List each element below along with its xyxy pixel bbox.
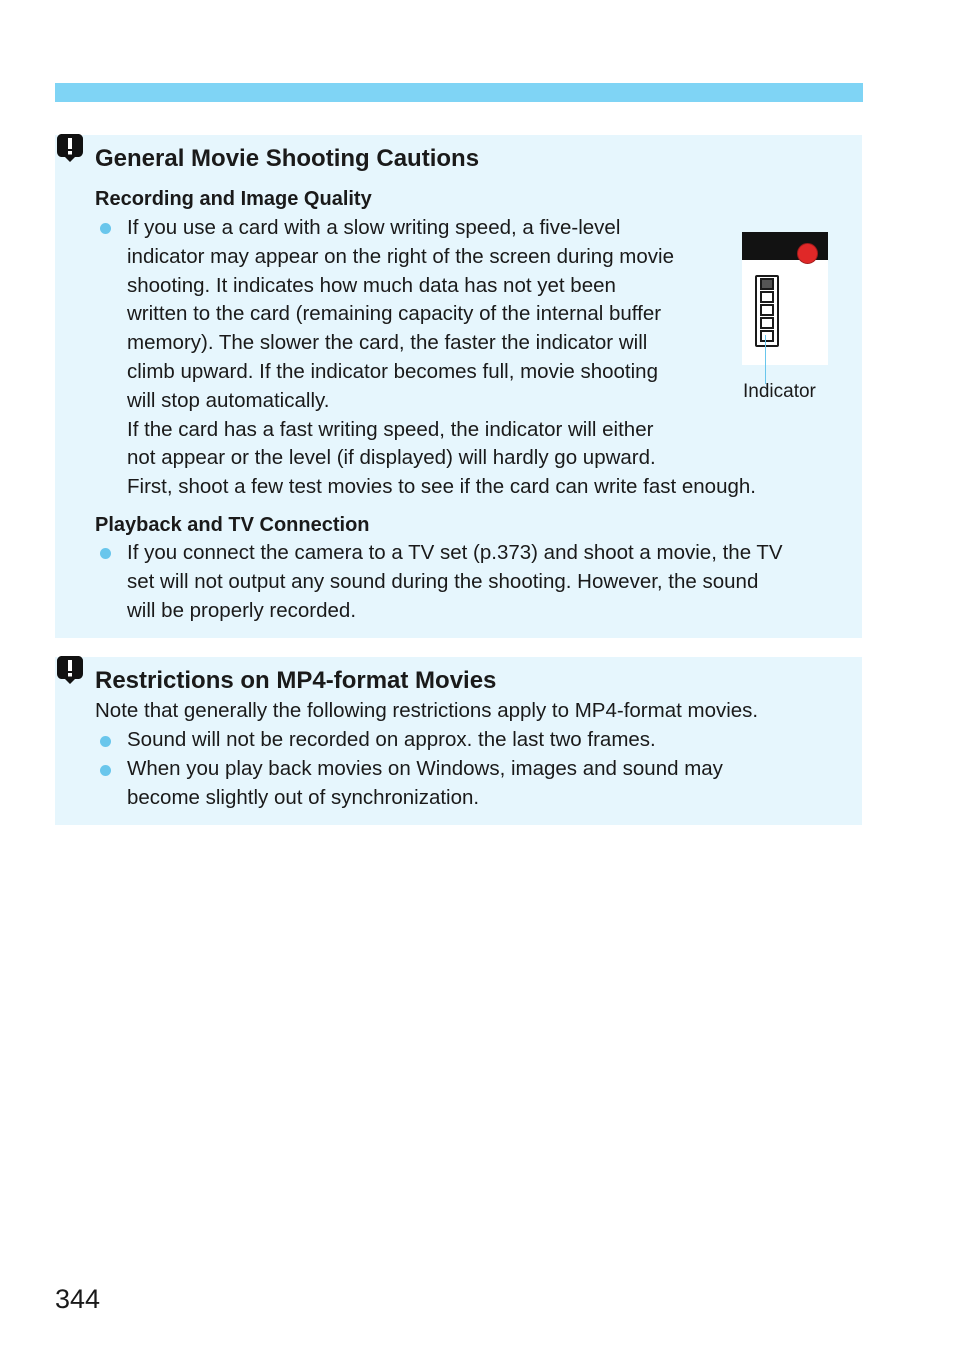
indicator-level [760,317,774,329]
caution-panel-general [55,135,862,638]
subsection-title: Recording and Image Quality [95,188,372,210]
text-line: indicator may appear on the right of the screen during movie [127,244,674,268]
text-line: become slightly out of synchronization. [127,785,480,809]
text-line: climb upward. If the indicator becomes full, movie shooting [127,359,658,383]
indicator-level [760,291,774,303]
bullet-icon [100,765,111,776]
text-line: will be properly recorded. [127,598,357,622]
indicator-figure [742,232,828,365]
paragraph-recording [127,214,756,502]
bullet-icon [100,736,111,747]
text-line: not appear or the level (if displayed) will hardly go upward. [127,446,656,470]
text-line: First, shoot a few test movies to see if the card can write fast enough. [127,475,756,499]
figure-label: Indicator [743,381,816,402]
page-number: 344 [55,1284,101,1314]
callout-line [765,335,766,384]
section-title: General Movie Shooting Cautions [95,145,480,172]
bullet-text: Sound will not be recorded on approx. the last two frames. [127,728,656,751]
bullet-icon [100,223,111,234]
buffer-indicator [755,275,779,347]
text-line: will stop automatically. [127,388,330,412]
text-line: memory). The slower the card, the faster the indicator will [127,331,648,355]
indicator-level [760,278,774,290]
indicator-level [760,330,774,342]
text-line: If the card has a fast writing speed, the indicator will either [127,417,654,441]
text-line: When you play back movies on Windows, images and sound may [127,757,723,780]
bullet-text [127,755,723,813]
caution-panel-mp4 [55,657,862,825]
header-bar [55,83,863,102]
text-line: If you connect the camera to a TV set (p.373) and shoot a movie, the TV [127,541,783,564]
caution-icon [55,132,85,162]
text-line: written to the card (remaining capacity of the internal buffer [127,302,662,326]
caution-icon [55,654,85,684]
bullet-icon [100,548,111,559]
text-line: set will not output any sound during the shooting. However, the sound [127,569,759,593]
intro-text: Note that generally the following restrictions apply to MP4-format movies. [95,699,759,722]
paragraph-playback [127,539,783,625]
record-dot-icon [797,243,818,264]
text-line: shooting. It indicates how much data has not yet been [127,273,616,297]
subsection-title: Playback and TV Connection [95,514,370,536]
section-title: Restrictions on MP4-format Movies [95,667,497,694]
text-line: If you use a card with a slow writing speed, a five-level [127,216,621,239]
indicator-level [760,304,774,316]
